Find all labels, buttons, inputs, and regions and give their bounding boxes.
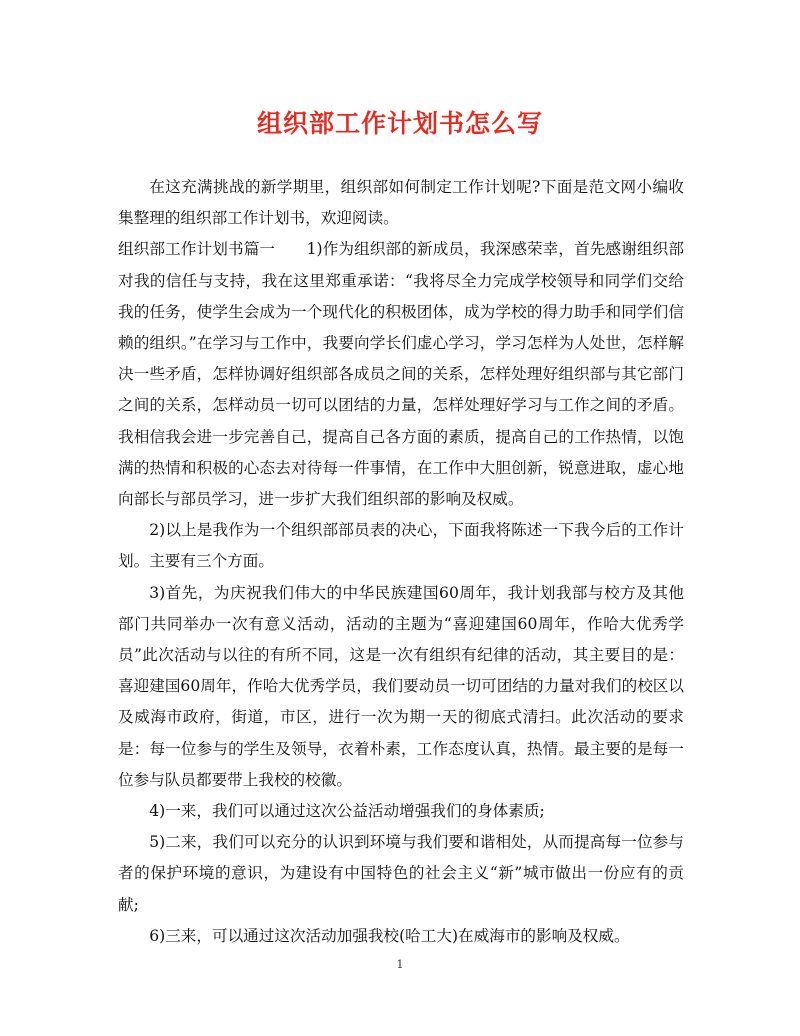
plan-paragraph-6: 6)三来，可以通过这次活动加强我校(哈工大)在威海市的影响及权威。 — [149, 926, 630, 945]
document-body — [118, 172, 684, 952]
intro-paragraph: 在这充满挑战的新学期里，组织部如何制定工作计划呢?下面是范文网小编收集整理的组织部工作计划书，欢迎阅读。 — [118, 178, 684, 228]
plan-paragraph-5: 5)二来，我们可以充分的认识到环境与我们要和谐相处，从而提高每一位参与者的保护环境的意识，为建设有中国特色的社会主义“新”城市做出一份应有的贡献; — [118, 833, 684, 914]
plan-paragraph-1: 组织部工作计划书篇一 1)作为组织部的新成员，我深感荣幸，首先感谢组织部对我的信任与支持，我在这里郑重承诺：“我将尽全力完成学校领导和同学们交给我的任务，使学生会成为一个现代化的积极团体，成为学校的得力助手和同学们信赖的组织。”在学习与工作中，我要向学长们虚心学习，学习怎样为人处世，怎样解决一些矛盾，怎样协调好组织部各成员之间的关系，怎样处理好组织部与其它部门之间的关系，怎样动员一切可以团结的力量，怎样处理好学习与工作之间的矛盾。我相信我会进一步完善自己，提高自己各方面的素质，提高自己的工作热情，以饱满的热情和积极的心态去对待每一件事情，在工作中大胆创新，锐意进取，虚心地向部长与部员学习，进一步扩大我们组织部的影响及权威。 — [118, 240, 684, 509]
page-number: 1 — [396, 958, 404, 971]
document-title: 组织部工作计划书怎么写 — [256, 109, 543, 138]
plan-paragraph-4: 4)一来，我们可以通过这次公益活动增强我们的身体素质; — [149, 802, 545, 821]
plan-paragraph-3: 3)首先，为庆祝我们伟大的中华民族建国60周年，我计划我部与校方及其他部门共同举办一次有意义活动，活动的主题为“喜迎建国60周年，作哈大优秀学员”此次活动与以往的有所不同，这是一次有组织有纪律的活动，其主要目的是：喜迎建国60周年，作哈大优秀学员，我们要动员一切可团结的力量对我们的校区以及威海市政府，街道，市区，进行一次为期一天的彻底式清扫。此次活动的要求是：每一位参与的学生及领导，衣着朴素，工作态度认真，热情。最主要的是每一位参与队员都要带上我校的校徽。 — [118, 583, 684, 789]
plan-paragraph-2: 2)以上是我作为一个组织部部员表的决心，下面我将陈述一下我今后的工作计划。主要有三个方面。 — [118, 521, 684, 571]
